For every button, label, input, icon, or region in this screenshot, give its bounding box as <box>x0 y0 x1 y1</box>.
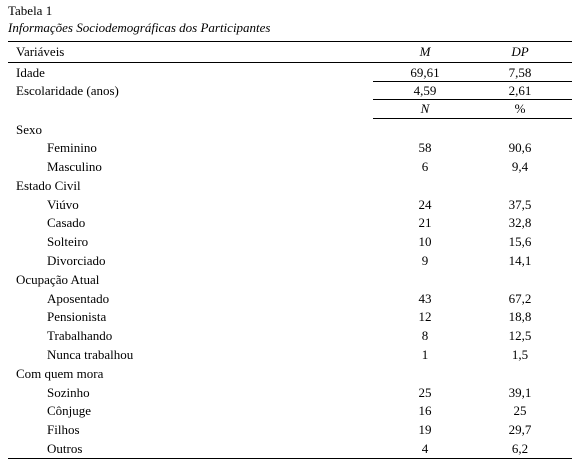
bottom-rule <box>8 458 572 459</box>
table-row <box>0 308 576 326</box>
row-label: Masculino <box>47 159 102 174</box>
percent-value: 25 <box>513 403 527 418</box>
n-value: 10 <box>418 234 432 249</box>
percent-value: 9,4 <box>511 159 529 174</box>
table-row <box>0 64 576 82</box>
group-row <box>0 177 576 195</box>
n-value: 43 <box>418 291 432 306</box>
percent-value: 18,8 <box>508 309 532 324</box>
row-label: Solteiro <box>47 234 89 249</box>
n-value: 1 <box>421 347 429 362</box>
table-row <box>0 421 576 439</box>
percent-value: 6,2 <box>511 441 529 456</box>
sd-value: 7,58 <box>508 65 532 80</box>
percent-value: 39,1 <box>508 385 532 400</box>
group-label: Estado Civil <box>16 178 81 193</box>
subheader-rule <box>373 118 572 119</box>
row-label: Viúvo <box>47 197 79 212</box>
group-label: Sexo <box>16 122 42 137</box>
n-value: 19 <box>418 422 432 437</box>
group-row <box>0 365 576 383</box>
subheader-row <box>0 100 576 118</box>
sd-value: 2,61 <box>508 83 532 98</box>
row-label: Divorciado <box>47 253 106 268</box>
table-title: Informações Sociodemográficas dos Participantes <box>8 20 271 35</box>
table-row <box>0 290 576 308</box>
row-label: Feminino <box>47 140 97 155</box>
n-value: 24 <box>418 197 432 212</box>
group-label: Ocupação Atual <box>16 272 100 287</box>
table-row <box>0 440 576 458</box>
table-row <box>0 158 576 176</box>
n-value: 9 <box>421 253 429 268</box>
n-value: 25 <box>418 385 432 400</box>
percent-value: 67,2 <box>508 291 532 306</box>
mean-value: 69,61 <box>410 65 440 80</box>
top-rule <box>8 41 572 42</box>
n-value: 21 <box>418 215 432 230</box>
group-label: Com quem mora <box>16 366 104 381</box>
table-row <box>0 214 576 232</box>
percent-value: 32,8 <box>508 215 532 230</box>
row-label: Filhos <box>47 422 80 437</box>
n-value: 6 <box>421 159 429 174</box>
row-label: Escolaridade (anos) <box>16 83 119 98</box>
row-label: Nunca trabalhou <box>47 347 134 362</box>
table-label: Tabela 1 <box>8 3 53 18</box>
header-mean: M <box>419 44 431 59</box>
header-row <box>0 43 576 61</box>
header-n: N <box>420 101 430 116</box>
percent-value: 15,6 <box>508 234 532 249</box>
table-row <box>0 233 576 251</box>
header-variables: Variáveis <box>16 44 65 59</box>
table-row <box>0 252 576 270</box>
header-rule <box>8 62 572 63</box>
percent-value: 37,5 <box>508 197 532 212</box>
row-label: Outros <box>47 441 83 456</box>
table-row <box>0 139 576 157</box>
n-value: 8 <box>421 328 429 343</box>
table-row <box>0 327 576 345</box>
row-label: Casado <box>47 215 86 230</box>
table-row <box>0 82 576 100</box>
percent-value: 1,5 <box>511 347 529 362</box>
percent-value: 12,5 <box>508 328 532 343</box>
row-label: Sozinho <box>47 385 90 400</box>
mean-value: 4,59 <box>413 83 437 98</box>
n-value: 58 <box>418 140 432 155</box>
n-value: 4 <box>421 441 429 456</box>
header-percent: % <box>514 101 526 116</box>
group-row <box>0 271 576 289</box>
row-label: Pensionista <box>47 309 107 324</box>
header-sd: DP <box>511 44 529 59</box>
row-label: Aposentado <box>47 291 110 306</box>
group-row <box>0 121 576 139</box>
table-row <box>0 384 576 402</box>
table-row <box>0 402 576 420</box>
row-label: Trabalhando <box>47 328 113 343</box>
n-value: 16 <box>418 403 432 418</box>
percent-value: 14,1 <box>508 253 532 268</box>
table-row <box>0 346 576 364</box>
row-label: Idade <box>16 65 45 80</box>
table-row <box>0 196 576 214</box>
percent-value: 90,6 <box>508 140 532 155</box>
percent-value: 29,7 <box>508 422 532 437</box>
n-value: 12 <box>418 309 432 324</box>
row-label: Cônjuge <box>47 403 92 418</box>
